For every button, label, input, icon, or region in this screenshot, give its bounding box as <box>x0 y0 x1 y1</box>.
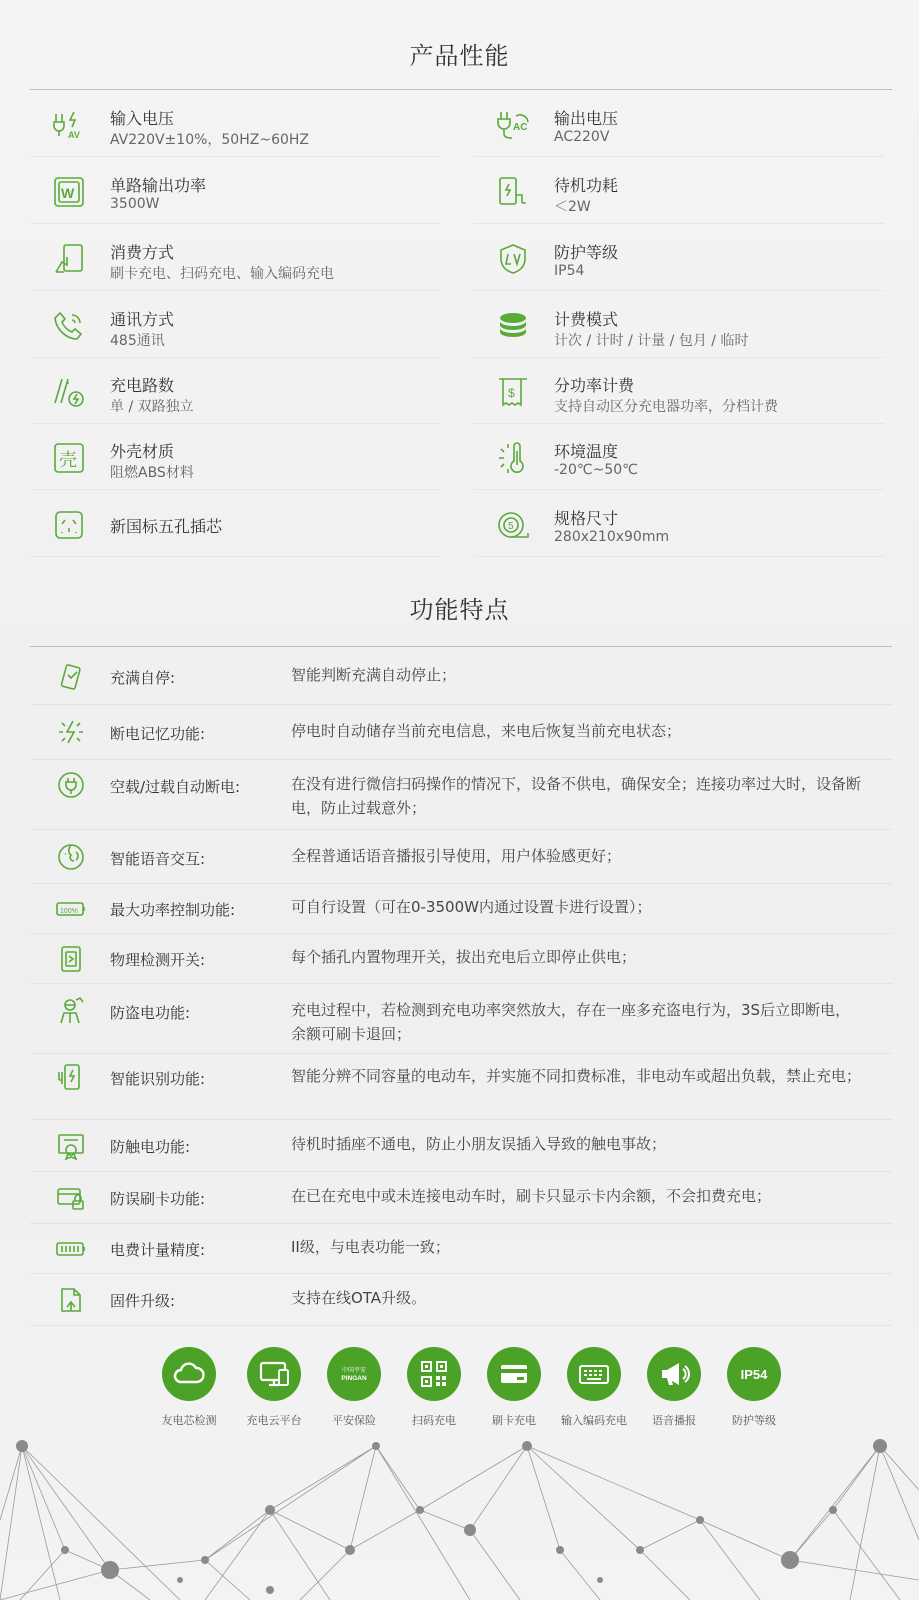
spec-title: 消费方式 <box>110 243 175 262</box>
spec-title: 输出电压 <box>554 109 619 128</box>
spec-item-billing-mode <box>474 291 884 358</box>
feature-desc: 可自行设置（可在0-3500W内通过设置卡进行设置）； <box>291 898 652 916</box>
spec-item-payment-method <box>30 224 440 291</box>
credit-card-icon <box>498 1358 530 1390</box>
spec-title: 防护等级 <box>554 243 619 262</box>
feature-label: 固件升级: <box>110 1292 176 1310</box>
badge-label: 输入编码充电 <box>561 1414 627 1427</box>
badge-label: 防护等级 <box>732 1414 776 1427</box>
spec-value: -20℃~50℃ <box>554 462 638 478</box>
svg-text:$: $ <box>508 386 515 400</box>
feature-row <box>30 1120 892 1172</box>
spec-title: 规格尺寸 <box>554 509 619 528</box>
spec-item-dimensions <box>474 490 884 557</box>
receipt-icon <box>496 375 530 409</box>
feature-label: 防触电功能: <box>110 1138 191 1156</box>
spec-item-charge-channels <box>30 357 440 424</box>
plug-circle-icon <box>56 770 86 800</box>
spec-value: IP54 <box>554 263 585 279</box>
spec-item-communication <box>30 291 440 358</box>
svg-text:AC: AC <box>513 122 528 133</box>
coins-icon <box>496 309 530 343</box>
feature-row <box>30 830 892 884</box>
megaphone-icon <box>658 1358 690 1390</box>
decorative-network-background <box>0 1430 919 1600</box>
keyboard-icon <box>578 1358 610 1390</box>
badge-cloud <box>162 1347 216 1401</box>
badge-label: 平安保险 <box>332 1414 376 1427</box>
feature-row <box>30 1274 892 1326</box>
spec-value: 支持自动区分充电器功率，分档计费 <box>554 399 778 415</box>
phone-charge-icon <box>56 1062 86 1092</box>
spec-title: 输入电压 <box>110 109 175 128</box>
shell-icon <box>52 441 86 475</box>
tape-measure-icon <box>496 508 530 542</box>
feature-desc: 在已在充电中或未连接电动车时，刷卡只显示卡内余额，不会扣费充电； <box>291 1187 772 1205</box>
svg-text:W: W <box>61 185 75 201</box>
cloud-icon <box>173 1358 205 1390</box>
badge-label: 刷卡充电 <box>492 1414 536 1427</box>
spec-value: AV220V±10%，50HZ~60HZ <box>110 132 310 148</box>
spec-item-output-power <box>30 157 440 224</box>
shield-icon <box>496 242 530 276</box>
feature-label: 空载/过载自动断电: <box>110 778 241 796</box>
feature-desc: 充电过程中，若检测到充电功率突然放大，存在一座多充盗电行为，3S后立即断电，余额可刷卡退回； <box>291 1001 851 1043</box>
spec-title: 待机功耗 <box>554 176 619 195</box>
plug-ac-icon <box>496 108 530 142</box>
spec-value: 刷卡充电、扫码充电、输入编码充电 <box>110 266 334 282</box>
feature-desc: 停电时自动储存当前充电信息，来电后恢复当前充电状态； <box>291 722 682 740</box>
feature-label: 智能语音交互: <box>110 850 206 868</box>
feature-label: 最大功率控制功能: <box>110 901 236 919</box>
devices-icon <box>258 1358 290 1390</box>
spec-value: ＜2W <box>554 199 591 215</box>
feature-row <box>30 884 892 934</box>
svg-text:5: 5 <box>508 521 514 532</box>
spec-title: 单路输出功率 <box>110 176 207 195</box>
spec-value: 280x210x90mm <box>554 529 670 545</box>
feature-label: 智能识别功能: <box>110 1070 206 1088</box>
spec-title: 环境温度 <box>554 442 619 461</box>
feature-row <box>30 647 892 705</box>
watt-icon <box>52 175 86 209</box>
spec-title: 充电路数 <box>110 376 175 395</box>
feature-desc: 全程普通话语音播报引导使用，用户体验感更好； <box>291 847 622 865</box>
feature-label: 断电记忆功能: <box>110 725 206 743</box>
badge-label: 充电云平台 <box>246 1414 302 1427</box>
badge-voice <box>647 1347 701 1401</box>
svg-text:100%: 100% <box>60 908 78 915</box>
voice-face-icon <box>56 842 86 872</box>
spec-item-input-voltage <box>30 90 440 157</box>
thief-icon <box>56 996 86 1026</box>
spec-value: 485通讯 <box>110 333 165 349</box>
thermometer-icon <box>496 441 530 475</box>
card-swipe-icon <box>52 242 86 276</box>
standby-icon <box>496 175 530 209</box>
spec-title: 外壳材质 <box>110 442 175 461</box>
spec-item-ambient-temp <box>474 423 884 490</box>
badge-card <box>487 1347 541 1401</box>
spec-value: 计次 / 计时 / 计量 / 包月 / 临时 <box>554 333 749 349</box>
badge-label: 友电芯检测 <box>161 1414 217 1427</box>
spec-item-standby-power <box>474 157 884 224</box>
spec-title: 计费模式 <box>554 310 619 329</box>
badge-devices <box>247 1347 301 1401</box>
spec-title: 分功率计费 <box>554 376 635 395</box>
ip54-text: IP54 <box>740 1367 768 1382</box>
feature-row <box>30 1054 892 1120</box>
switch-icon <box>56 944 86 974</box>
feature-label: 防盗电功能: <box>110 1004 191 1022</box>
ip54-icon <box>738 1358 770 1390</box>
feature-row <box>30 760 892 830</box>
badge-ip54 <box>727 1347 781 1401</box>
spec-item-output-voltage <box>474 90 884 157</box>
feature-row <box>30 984 892 1054</box>
badge-pingan <box>327 1347 381 1401</box>
feature-desc: II级，与电表功能一致； <box>291 1238 450 1256</box>
feature-row <box>30 1172 892 1224</box>
feature-desc: 待机时插座不通电，防止小朋友误插入导致的触电事故； <box>291 1135 667 1153</box>
meter-icon <box>56 1234 86 1264</box>
feature-label: 电费计量精度: <box>110 1241 206 1259</box>
badge-keyboard <box>567 1347 621 1401</box>
plug-av-icon <box>52 108 86 142</box>
spec-item-shell-material <box>30 423 440 490</box>
socket-icon <box>52 508 86 542</box>
spec-item-socket <box>30 490 440 557</box>
badge-label: 语音播报 <box>652 1414 696 1427</box>
spec-item-power-billing <box>474 357 884 424</box>
battery-full-icon <box>56 661 86 691</box>
feature-row <box>30 1224 892 1274</box>
spec-title: 通讯方式 <box>110 310 175 329</box>
feature-desc: 每个插孔内置物理开关，拔出充电后立即停止供电； <box>291 948 637 966</box>
spec-value: 3500W <box>110 196 160 212</box>
feature-desc: 支持在线OTA升级。 <box>291 1289 427 1307</box>
feature-label: 物理检测开关: <box>110 951 206 969</box>
qr-code-icon <box>418 1358 450 1390</box>
spec-value: 单 / 双路独立 <box>110 399 194 415</box>
power-flash-icon <box>56 717 86 747</box>
spec-value: AC220V <box>554 129 610 145</box>
pingan-logo-icon <box>338 1358 370 1390</box>
feature-row <box>30 934 892 984</box>
feature-label: 充满自停: <box>110 669 176 687</box>
badge-qr <box>407 1347 461 1401</box>
phone-icon <box>52 309 86 343</box>
feature-desc: 智能分辨不同容量的电动车，并实施不同扣费标准，非电动车或超出负载，禁止充电； <box>291 1067 862 1085</box>
certificate-icon <box>56 1131 86 1161</box>
badge-label: 扫码充电 <box>412 1414 456 1427</box>
spec-section-title: 产品性能 <box>409 42 510 70</box>
svg-text:AV: AV <box>68 130 80 140</box>
spec-value: 阻燃ABS材料 <box>110 465 194 481</box>
pingan-logo-bottom: PINGAN <box>341 1375 367 1382</box>
card-lock-icon <box>56 1183 86 1213</box>
charge-lines-icon <box>52 375 86 409</box>
feature-desc: 在没有进行微信扫码操作的情况下，设备不供电，确保安全；连接功率过大时，设备断电，防止过载意外； <box>291 775 862 817</box>
spec-item-protection-level <box>474 224 884 291</box>
feature-row <box>30 705 892 760</box>
spec-title: 新国标五孔插芯 <box>110 517 223 536</box>
feature-label: 防误刷卡功能: <box>110 1190 206 1208</box>
upgrade-icon <box>56 1285 86 1315</box>
feature-desc: 智能判断充满自动停止； <box>291 666 457 684</box>
pingan-logo-top: 中国平安 <box>341 1367 367 1374</box>
svg-text:壳: 壳 <box>59 450 77 471</box>
feature-section-title: 功能特点 <box>409 596 510 624</box>
battery-100-icon <box>56 894 86 924</box>
